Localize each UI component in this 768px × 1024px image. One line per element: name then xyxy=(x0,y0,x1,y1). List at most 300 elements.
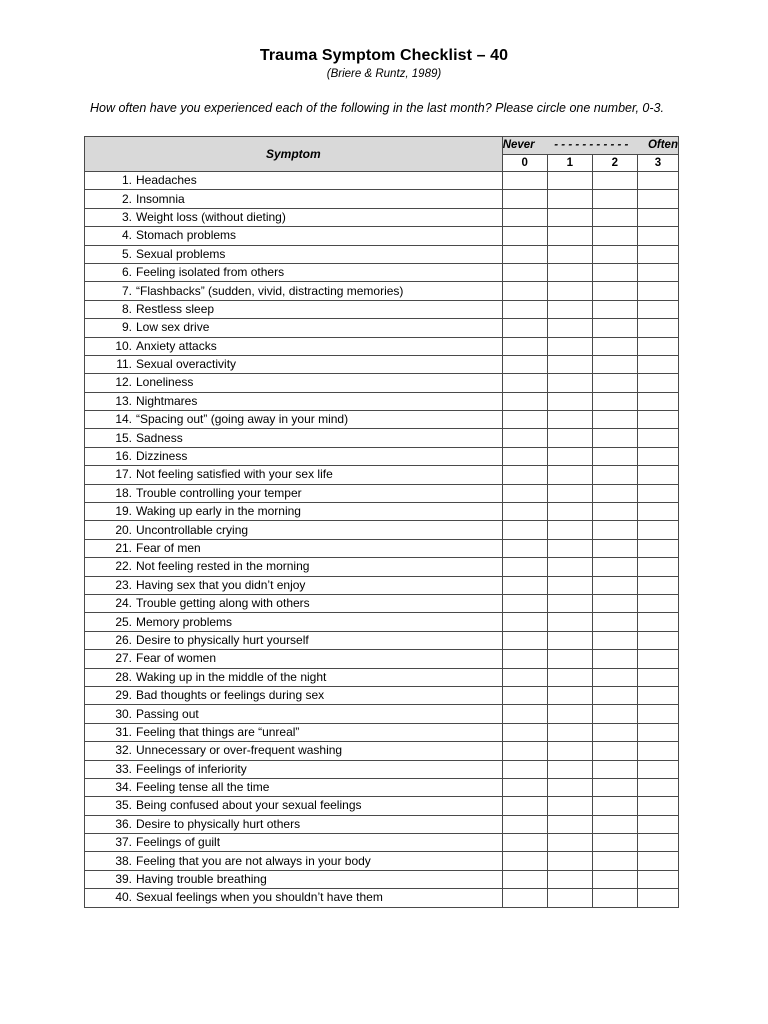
symptom-cell xyxy=(85,300,503,318)
item-symptom-text: Trouble getting along with others xyxy=(136,596,310,611)
answer-cell-0[interactable] xyxy=(502,594,547,612)
page-title: Trauma Symptom Checklist – 40 xyxy=(259,47,509,64)
answer-cell-3[interactable] xyxy=(637,466,678,484)
scale-dashes: - - - - - - - - - - - xyxy=(554,139,629,152)
answer-cell-1[interactable] xyxy=(547,613,592,631)
symptom-cell xyxy=(85,760,503,778)
answer-cell-0[interactable] xyxy=(502,245,547,263)
symptom-cell xyxy=(85,337,503,355)
answer-cell-1[interactable] xyxy=(547,447,592,465)
answer-cell-3[interactable] xyxy=(637,539,678,557)
answer-cell-1[interactable] xyxy=(547,742,592,760)
answer-cell-2[interactable] xyxy=(592,172,637,190)
answer-cell-2[interactable] xyxy=(592,742,637,760)
item-symptom-text: Not feeling rested in the morning xyxy=(136,559,310,574)
answer-cell-1[interactable] xyxy=(547,208,592,226)
table-row xyxy=(85,668,679,686)
table-row xyxy=(85,613,679,631)
answer-cell-0[interactable] xyxy=(502,539,547,557)
item-number: 34. xyxy=(115,780,132,795)
answer-cell-0[interactable] xyxy=(502,852,547,870)
answer-cell-0[interactable] xyxy=(502,411,547,429)
answer-cell-3[interactable] xyxy=(637,374,678,392)
answer-cell-3[interactable] xyxy=(637,705,678,723)
table-row xyxy=(85,447,679,465)
answer-cell-2[interactable] xyxy=(592,503,637,521)
answer-cell-0[interactable] xyxy=(502,778,547,796)
answer-cell-3[interactable] xyxy=(637,227,678,245)
item-number: 10. xyxy=(115,338,132,353)
item-symptom-text: Having trouble breathing xyxy=(136,872,267,887)
item-symptom-text: Stomach problems xyxy=(136,228,237,243)
answer-cell-3[interactable] xyxy=(637,190,678,208)
symptom-cell xyxy=(85,834,503,852)
answer-cell-3[interactable] xyxy=(637,263,678,281)
answer-cell-2[interactable] xyxy=(592,558,637,576)
item-number: 31. xyxy=(115,724,132,739)
symptom-cell xyxy=(85,172,503,190)
answer-cell-0[interactable] xyxy=(502,227,547,245)
answer-cell-1[interactable] xyxy=(547,650,592,668)
answer-cell-1[interactable] xyxy=(547,576,592,594)
answer-cell-2[interactable] xyxy=(592,613,637,631)
table-row xyxy=(85,300,679,318)
table-row xyxy=(85,870,679,888)
item-number: 1. xyxy=(121,173,132,188)
item-number: 36. xyxy=(115,816,132,831)
symptom-cell xyxy=(85,742,503,760)
symptom-cell xyxy=(85,227,503,245)
answer-cell-2[interactable] xyxy=(592,760,637,778)
answer-cell-3[interactable] xyxy=(637,668,678,686)
answer-cell-3[interactable] xyxy=(637,245,678,263)
item-number: 4. xyxy=(121,228,132,243)
table-row xyxy=(85,337,679,355)
item-number: 6. xyxy=(121,265,132,280)
answer-cell-1[interactable] xyxy=(547,503,592,521)
table-row xyxy=(85,392,679,410)
table-row xyxy=(85,429,679,447)
answer-cell-1[interactable] xyxy=(547,594,592,612)
answer-cell-0[interactable] xyxy=(502,797,547,815)
table-row xyxy=(85,889,679,907)
answer-cell-2[interactable] xyxy=(592,227,637,245)
symptom-cell xyxy=(85,447,503,465)
item-symptom-text: Weight loss (without dieting) xyxy=(136,209,286,224)
symptom-cell xyxy=(85,668,503,686)
answer-cell-2[interactable] xyxy=(592,834,637,852)
answer-cell-1[interactable] xyxy=(547,558,592,576)
answer-cell-2[interactable] xyxy=(592,355,637,373)
item-number: 12. xyxy=(115,375,132,390)
symptom-cell xyxy=(85,613,503,631)
answer-cell-3[interactable] xyxy=(637,503,678,521)
item-symptom-text: Not feeling satisfied with your sex life xyxy=(136,467,333,482)
item-symptom-text: Dizziness xyxy=(136,449,188,464)
symptom-cell xyxy=(85,686,503,704)
item-number: 7. xyxy=(121,283,132,298)
answer-cell-3[interactable] xyxy=(637,815,678,833)
symptom-cell xyxy=(85,797,503,815)
answer-cell-0[interactable] xyxy=(502,760,547,778)
item-symptom-text: Nightmares xyxy=(136,393,198,408)
answer-cell-3[interactable] xyxy=(637,613,678,631)
answer-cell-2[interactable] xyxy=(592,668,637,686)
table-row xyxy=(85,686,679,704)
answer-cell-1[interactable] xyxy=(547,484,592,502)
answer-cell-1[interactable] xyxy=(547,319,592,337)
item-number: 40. xyxy=(115,890,132,905)
answer-cell-3[interactable] xyxy=(637,282,678,300)
answer-cell-0[interactable] xyxy=(502,355,547,373)
item-symptom-text: Low sex drive xyxy=(136,320,210,335)
item-number: 27. xyxy=(115,651,132,666)
answer-cell-3[interactable] xyxy=(637,558,678,576)
table-row xyxy=(85,319,679,337)
answer-cell-1[interactable] xyxy=(547,889,592,907)
answer-cell-2[interactable] xyxy=(592,319,637,337)
answer-cell-3[interactable] xyxy=(637,650,678,668)
answer-cell-1[interactable] xyxy=(547,245,592,263)
symptom-cell xyxy=(85,245,503,263)
answer-cell-3[interactable] xyxy=(637,576,678,594)
symptom-cell xyxy=(85,539,503,557)
item-symptom-text: Feelings of inferiority xyxy=(136,761,247,776)
table-row xyxy=(85,355,679,373)
answer-cell-2[interactable] xyxy=(592,705,637,723)
answer-cell-3[interactable] xyxy=(637,447,678,465)
answer-cell-2[interactable] xyxy=(592,337,637,355)
answer-cell-2[interactable] xyxy=(592,263,637,281)
item-number: 18. xyxy=(115,485,132,500)
column-header-0: 0 xyxy=(502,154,547,172)
answer-cell-1[interactable] xyxy=(547,466,592,484)
item-number: 26. xyxy=(115,632,132,647)
answer-cell-1[interactable] xyxy=(547,337,592,355)
item-symptom-text: Uncontrollable crying xyxy=(136,522,249,537)
item-symptom-text: Bad thoughts or feelings during sex xyxy=(136,688,325,703)
answer-cell-3[interactable] xyxy=(637,870,678,888)
answer-cell-2[interactable] xyxy=(592,815,637,833)
table-row xyxy=(85,466,679,484)
answer-cell-0[interactable] xyxy=(502,723,547,741)
answer-cell-2[interactable] xyxy=(592,650,637,668)
table-row xyxy=(85,484,679,502)
item-symptom-text: “Spacing out” (going away in your mind) xyxy=(136,412,349,427)
answer-cell-0[interactable] xyxy=(502,208,547,226)
item-number: 33. xyxy=(115,761,132,776)
item-number: 9. xyxy=(121,320,132,335)
item-symptom-text: Fear of women xyxy=(136,651,217,666)
symptom-cell xyxy=(85,484,503,502)
answer-cell-0[interactable] xyxy=(502,484,547,502)
answer-cell-1[interactable] xyxy=(547,834,592,852)
item-symptom-text: Feeling that things are “unreal” xyxy=(136,724,300,739)
answer-cell-2[interactable] xyxy=(592,466,637,484)
answer-cell-0[interactable] xyxy=(502,374,547,392)
table-row xyxy=(85,834,679,852)
answer-cell-3[interactable] xyxy=(637,631,678,649)
symptom-cell xyxy=(85,631,503,649)
answer-cell-0[interactable] xyxy=(502,190,547,208)
table-row xyxy=(85,411,679,429)
symptom-cell xyxy=(85,392,503,410)
answer-cell-3[interactable] xyxy=(637,337,678,355)
answer-cell-0[interactable] xyxy=(502,834,547,852)
answer-cell-0[interactable] xyxy=(502,558,547,576)
answer-cell-0[interactable] xyxy=(502,815,547,833)
item-symptom-text: Having sex that you didn’t enjoy xyxy=(136,577,306,592)
item-number: 21. xyxy=(115,541,132,555)
header-row-scale xyxy=(85,137,679,155)
answer-cell-3[interactable] xyxy=(637,411,678,429)
table-row xyxy=(85,282,679,300)
answer-cell-1[interactable] xyxy=(547,539,592,557)
table-row xyxy=(85,705,679,723)
answer-cell-0[interactable] xyxy=(502,742,547,760)
answer-cell-3[interactable] xyxy=(637,319,678,337)
answer-cell-3[interactable] xyxy=(637,392,678,410)
answer-cell-0[interactable] xyxy=(502,870,547,888)
answer-cell-0[interactable] xyxy=(502,392,547,410)
answer-cell-1[interactable] xyxy=(547,429,592,447)
answer-cell-0[interactable] xyxy=(502,172,547,190)
symptom-cell xyxy=(85,650,503,668)
symptom-cell xyxy=(85,852,503,870)
answer-cell-0[interactable] xyxy=(502,686,547,704)
table-row xyxy=(85,797,679,815)
answer-cell-1[interactable] xyxy=(547,631,592,649)
frequency-scale-header xyxy=(502,137,678,155)
answer-cell-2[interactable] xyxy=(592,300,637,318)
symptom-cell xyxy=(85,889,503,907)
answer-cell-2[interactable] xyxy=(592,852,637,870)
page-subtitle: (Briere & Runtz, 1989) xyxy=(326,68,442,80)
table-row xyxy=(85,521,679,539)
answer-cell-3[interactable] xyxy=(637,778,678,796)
answer-cell-3[interactable] xyxy=(637,742,678,760)
table-row xyxy=(85,227,679,245)
answer-cell-1[interactable] xyxy=(547,374,592,392)
answer-cell-3[interactable] xyxy=(637,760,678,778)
answer-cell-1[interactable] xyxy=(547,392,592,410)
answer-cell-2[interactable] xyxy=(592,282,637,300)
answer-cell-1[interactable] xyxy=(547,190,592,208)
item-number: 3. xyxy=(121,209,132,224)
answer-cell-0[interactable] xyxy=(502,521,547,539)
answer-cell-2[interactable] xyxy=(592,631,637,649)
table-row xyxy=(85,650,679,668)
answer-cell-1[interactable] xyxy=(547,760,592,778)
symptom-checklist-table xyxy=(84,136,679,908)
symptom-cell xyxy=(85,594,503,612)
answer-cell-0[interactable] xyxy=(502,668,547,686)
item-number: 32. xyxy=(115,743,132,758)
answer-cell-3[interactable] xyxy=(637,429,678,447)
table-row xyxy=(85,172,679,190)
answer-cell-3[interactable] xyxy=(637,300,678,318)
item-number: 23. xyxy=(115,577,132,592)
answer-cell-1[interactable] xyxy=(547,870,592,888)
answer-cell-1[interactable] xyxy=(547,778,592,796)
answer-cell-2[interactable] xyxy=(592,686,637,704)
answer-cell-2[interactable] xyxy=(592,374,637,392)
answer-cell-0[interactable] xyxy=(502,429,547,447)
answer-cell-2[interactable] xyxy=(592,778,637,796)
item-symptom-text: Being confused about your sexual feelings xyxy=(136,798,362,813)
answer-cell-2[interactable] xyxy=(592,245,637,263)
item-number: 25. xyxy=(115,614,132,629)
answer-cell-1[interactable] xyxy=(547,852,592,870)
item-symptom-text: Fear of men xyxy=(136,541,201,555)
symptom-cell xyxy=(85,576,503,594)
symptom-cell xyxy=(85,723,503,741)
item-symptom-text: Feeling isolated from others xyxy=(136,265,285,280)
answer-cell-0[interactable] xyxy=(502,613,547,631)
answer-cell-1[interactable] xyxy=(547,282,592,300)
answer-cell-3[interactable] xyxy=(637,594,678,612)
answer-cell-1[interactable] xyxy=(547,521,592,539)
symptom-cell xyxy=(85,521,503,539)
answer-cell-0[interactable] xyxy=(502,447,547,465)
table-row xyxy=(85,778,679,796)
answer-cell-3[interactable] xyxy=(637,484,678,502)
answer-cell-2[interactable] xyxy=(592,576,637,594)
table-row xyxy=(85,503,679,521)
answer-cell-2[interactable] xyxy=(592,870,637,888)
item-number: 14. xyxy=(115,412,132,427)
table-row xyxy=(85,594,679,612)
item-symptom-text: Waking up in the middle of the night xyxy=(136,669,327,684)
answer-cell-0[interactable] xyxy=(502,466,547,484)
item-number: 5. xyxy=(121,246,132,261)
item-symptom-text: Sexual feelings when you shouldn’t have them xyxy=(136,890,383,905)
answer-cell-2[interactable] xyxy=(592,797,637,815)
item-symptom-text: Desire to physically hurt others xyxy=(136,816,301,831)
answer-cell-2[interactable] xyxy=(592,429,637,447)
answer-cell-2[interactable] xyxy=(592,521,637,539)
answer-cell-3[interactable] xyxy=(637,797,678,815)
item-symptom-text: Passing out xyxy=(136,706,199,721)
answer-cell-0[interactable] xyxy=(502,650,547,668)
symptom-cell xyxy=(85,705,503,723)
answer-cell-2[interactable] xyxy=(592,190,637,208)
answer-cell-3[interactable] xyxy=(637,686,678,704)
answer-cell-3[interactable] xyxy=(637,521,678,539)
answer-cell-0[interactable] xyxy=(502,705,547,723)
item-symptom-text: Insomnia xyxy=(136,191,185,206)
answer-cell-1[interactable] xyxy=(547,263,592,281)
item-symptom-text: Restless sleep xyxy=(136,301,215,316)
table-body xyxy=(85,172,679,908)
answer-cell-3[interactable] xyxy=(637,208,678,226)
answer-cell-3[interactable] xyxy=(637,889,678,907)
table-row xyxy=(85,374,679,392)
item-symptom-text: Sadness xyxy=(136,430,183,445)
table-row xyxy=(85,815,679,833)
answer-cell-1[interactable] xyxy=(547,355,592,373)
item-number: 29. xyxy=(115,688,132,703)
answer-cell-3[interactable] xyxy=(637,172,678,190)
table-row xyxy=(85,190,679,208)
answer-cell-0[interactable] xyxy=(502,300,547,318)
answer-cell-0[interactable] xyxy=(502,503,547,521)
item-number: 30. xyxy=(115,706,132,721)
answer-cell-3[interactable] xyxy=(637,852,678,870)
answer-cell-2[interactable] xyxy=(592,447,637,465)
answer-cell-0[interactable] xyxy=(502,319,547,337)
item-number: 16. xyxy=(115,449,132,464)
item-symptom-text: Feeling that you are not always in your body xyxy=(136,853,371,868)
item-symptom-text: Loneliness xyxy=(136,375,194,390)
table-row xyxy=(85,852,679,870)
scale-high-label: Often xyxy=(647,139,678,152)
symptom-cell xyxy=(85,503,503,521)
answer-cell-0[interactable] xyxy=(502,576,547,594)
symptom-cell xyxy=(85,374,503,392)
item-symptom-text: Feeling tense all the time xyxy=(136,780,270,795)
answer-cell-1[interactable] xyxy=(547,686,592,704)
answer-cell-2[interactable] xyxy=(592,539,637,557)
item-symptom-text: Trouble controlling your temper xyxy=(136,485,302,500)
answer-cell-1[interactable] xyxy=(547,172,592,190)
scale-low-label: Never xyxy=(502,139,535,152)
answer-cell-2[interactable] xyxy=(592,594,637,612)
answer-cell-1[interactable] xyxy=(547,705,592,723)
answer-cell-2[interactable] xyxy=(592,723,637,741)
answer-cell-1[interactable] xyxy=(547,797,592,815)
symptom-cell xyxy=(85,263,503,281)
answer-cell-1[interactable] xyxy=(547,668,592,686)
answer-cell-0[interactable] xyxy=(502,263,547,281)
answer-cell-1[interactable] xyxy=(547,411,592,429)
table-row xyxy=(85,208,679,226)
symptom-column-header: Symptom xyxy=(85,137,503,172)
answer-cell-2[interactable] xyxy=(592,208,637,226)
answer-cell-1[interactable] xyxy=(547,227,592,245)
table-row xyxy=(85,631,679,649)
answer-cell-0[interactable] xyxy=(502,282,547,300)
item-number: 19. xyxy=(115,504,132,519)
table-row xyxy=(85,558,679,576)
answer-cell-1[interactable] xyxy=(547,723,592,741)
table-row xyxy=(85,245,679,263)
answer-cell-0[interactable] xyxy=(502,889,547,907)
symptom-cell xyxy=(85,466,503,484)
column-header-1: 1 xyxy=(547,154,592,172)
answer-cell-3[interactable] xyxy=(637,355,678,373)
answer-cell-3[interactable] xyxy=(637,723,678,741)
item-symptom-text: Memory problems xyxy=(136,614,233,629)
answer-cell-0[interactable] xyxy=(502,337,547,355)
answer-cell-2[interactable] xyxy=(592,392,637,410)
answer-cell-1[interactable] xyxy=(547,815,592,833)
answer-cell-2[interactable] xyxy=(592,484,637,502)
column-header-3: 3 xyxy=(637,154,678,172)
answer-cell-1[interactable] xyxy=(547,300,592,318)
symptom-cell xyxy=(85,815,503,833)
item-symptom-text: Sexual problems xyxy=(136,246,226,261)
item-number: 15. xyxy=(115,430,132,445)
item-number: 35. xyxy=(115,798,132,813)
answer-cell-2[interactable] xyxy=(592,889,637,907)
symptom-cell xyxy=(85,355,503,373)
answer-cell-2[interactable] xyxy=(592,411,637,429)
table-row xyxy=(85,576,679,594)
answer-cell-0[interactable] xyxy=(502,631,547,649)
answer-cell-3[interactable] xyxy=(637,834,678,852)
symptom-cell xyxy=(85,208,503,226)
